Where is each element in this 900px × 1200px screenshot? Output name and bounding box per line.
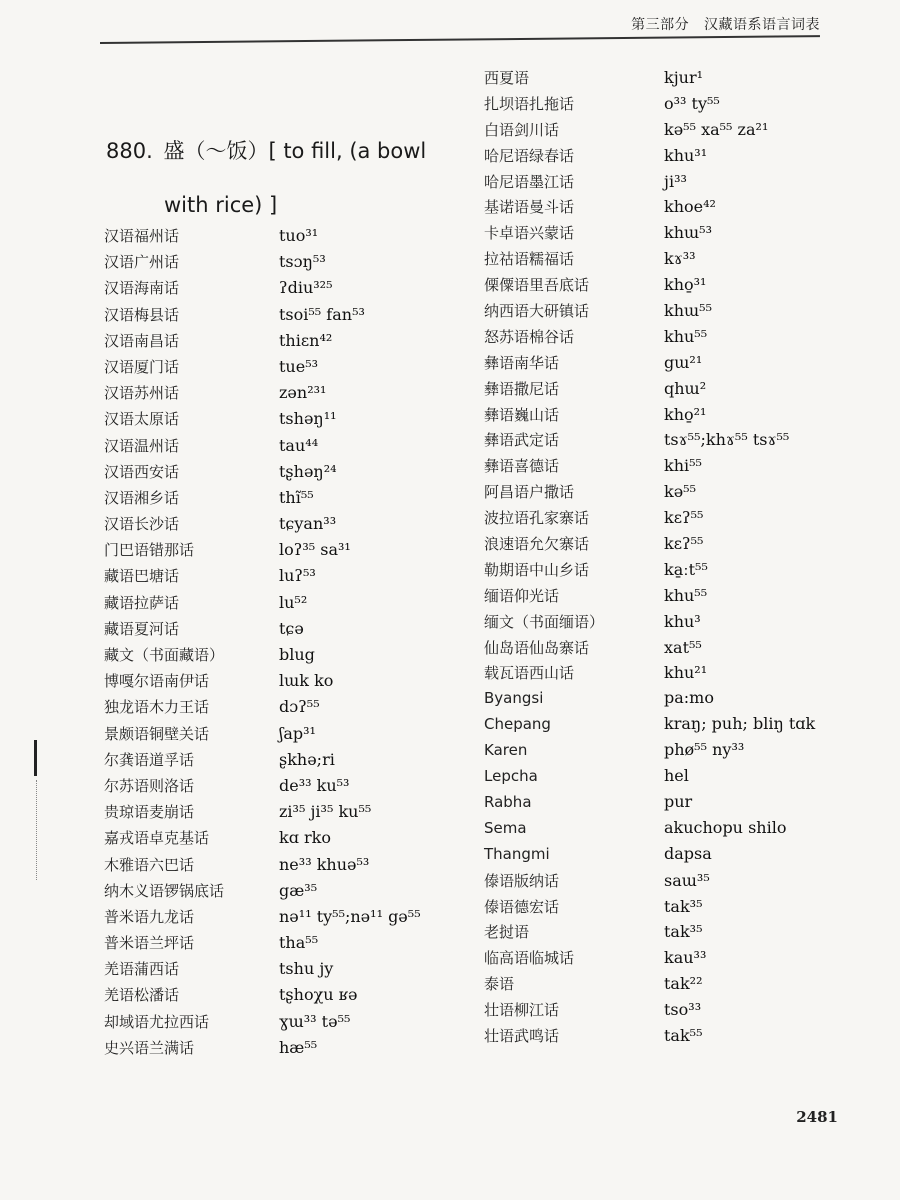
word-row xyxy=(484,973,864,999)
word-row xyxy=(484,378,864,404)
word-row xyxy=(104,408,464,434)
language-name: 汉语海南话 xyxy=(104,279,180,298)
language-name: Thangmi xyxy=(484,844,550,863)
word-row xyxy=(484,818,864,844)
language-name: 泰语 xyxy=(484,975,515,994)
word-form: lɯk ko xyxy=(279,671,334,691)
language-name: 汉语厦门话 xyxy=(104,357,180,376)
word-form: dɔʔ⁵⁵ xyxy=(279,697,320,717)
word-form: kə⁵⁵ xyxy=(664,482,696,502)
language-name: 木雅语六巴话 xyxy=(104,855,195,874)
word-form: qhɯ² xyxy=(664,378,707,398)
language-name: 汉语南昌话 xyxy=(104,331,180,350)
word-row xyxy=(104,565,464,591)
language-name: 傈僳语里吾底话 xyxy=(484,276,590,295)
word-row xyxy=(484,662,864,688)
word-row xyxy=(104,461,464,487)
word-row xyxy=(484,844,864,870)
word-row xyxy=(104,1037,464,1063)
word-row xyxy=(104,906,464,932)
word-row xyxy=(484,585,864,611)
word-row xyxy=(104,775,464,801)
word-row xyxy=(484,67,864,93)
entry-title-line1: 盛（～饭）[ to fill, (a bowl xyxy=(163,139,427,163)
margin-mark xyxy=(34,740,37,776)
word-form: gæ³⁵ xyxy=(279,880,318,900)
page-number: 2481 xyxy=(796,1108,838,1126)
word-row xyxy=(484,740,864,766)
language-name: 彝语撒尼话 xyxy=(484,379,560,398)
language-name: 扎坝语扎拖话 xyxy=(484,94,575,113)
word-form: blug xyxy=(279,645,315,664)
word-row xyxy=(104,592,464,618)
language-name: 哈尼语绿春话 xyxy=(484,146,575,165)
word-form: khu⁵⁵ xyxy=(664,585,708,605)
word-form: o³³ ty⁵⁵ xyxy=(664,93,720,113)
word-row xyxy=(484,429,864,455)
language-name: 纳木义语锣锅底话 xyxy=(104,881,225,900)
language-name: 藏文（书面藏语） xyxy=(104,646,225,664)
margin-dots xyxy=(36,780,38,880)
language-name: 壮语武鸣话 xyxy=(484,1026,560,1045)
word-form: loʔ³⁵ sa³¹ xyxy=(279,540,351,560)
word-row xyxy=(484,921,864,947)
word-form: khu³¹ xyxy=(664,145,708,165)
word-form: ʔdiu³²⁵ xyxy=(279,278,333,298)
language-name: 汉语福州话 xyxy=(104,227,180,245)
word-form: gɯ²¹ xyxy=(664,352,703,372)
word-row xyxy=(104,932,464,958)
language-name: 缅语仰光话 xyxy=(484,586,560,605)
language-name: 临高语临城话 xyxy=(484,949,575,968)
word-form: kə⁵⁵ xa⁵⁵ za²¹ xyxy=(664,119,769,139)
word-form: khu³ xyxy=(664,611,701,631)
language-name: 普米语兰坪话 xyxy=(104,934,195,953)
language-name: 羌语蒲西话 xyxy=(104,960,180,979)
word-form: tau⁴⁴ xyxy=(279,435,319,455)
word-row xyxy=(104,539,464,565)
word-form: nə¹¹ ty⁵⁵;nə¹¹ gə⁵⁵ xyxy=(279,906,421,926)
word-row xyxy=(104,958,464,984)
word-form: ka̱ːt⁵⁵ xyxy=(664,559,708,579)
word-form: akuchopu shilo xyxy=(664,817,787,837)
word-form: kjur¹ xyxy=(664,68,704,87)
word-row xyxy=(484,507,864,533)
word-form: phø⁵⁵ ny³³ xyxy=(664,740,745,760)
language-name: 汉语广州话 xyxy=(104,253,180,272)
word-row xyxy=(484,145,864,171)
language-name: Byangsi xyxy=(484,689,544,708)
language-name: 基诺语曼斗话 xyxy=(484,198,575,217)
language-name: 博嘎尔语南伊话 xyxy=(104,672,210,691)
language-name: 尔龚语道孚话 xyxy=(104,750,195,769)
language-name: 门巴语错那话 xyxy=(104,541,195,560)
word-row xyxy=(484,196,864,222)
word-form: kho̱³¹ xyxy=(664,275,707,295)
word-form: khu²¹ xyxy=(664,663,708,683)
word-row xyxy=(484,870,864,896)
word-row xyxy=(484,274,864,300)
word-row xyxy=(484,611,864,637)
right-column xyxy=(484,67,864,1051)
word-form: khɯ⁵⁵ xyxy=(664,301,712,321)
entry-number: 880. xyxy=(106,139,153,163)
language-name: Sema xyxy=(484,818,527,837)
language-name: 汉语太原话 xyxy=(104,410,180,429)
word-form: tɕə xyxy=(279,618,304,638)
word-row xyxy=(104,304,464,330)
header-section: 第三部分 xyxy=(631,17,690,33)
language-name: 史兴语兰满话 xyxy=(104,1038,195,1057)
word-form: zən²³¹ xyxy=(279,383,327,403)
word-form: tsɤ⁵⁵;khɤ⁵⁵ tsɤ⁵⁵ xyxy=(664,430,790,450)
language-name: 壮语柳江话 xyxy=(484,1001,560,1020)
word-row xyxy=(484,222,864,248)
language-name: 彝语南华话 xyxy=(484,353,560,372)
word-form: kho̱²¹ xyxy=(664,404,707,424)
word-form: tsoi⁵⁵ fan⁵³ xyxy=(279,304,365,324)
word-row xyxy=(104,251,464,277)
language-name: 阿昌语户撒话 xyxy=(484,483,575,502)
word-row xyxy=(104,277,464,303)
word-row xyxy=(484,171,864,197)
word-row xyxy=(104,827,464,853)
word-form: saɯ³⁵ xyxy=(664,870,710,890)
word-form: tue⁵³ xyxy=(279,356,319,376)
word-row xyxy=(104,487,464,513)
word-row xyxy=(484,792,864,818)
word-form: khu⁵⁵ xyxy=(664,326,708,346)
word-form: luʔ⁵³ xyxy=(279,566,316,586)
word-form: tuo³¹ xyxy=(279,226,319,245)
language-name: 傣语版纳话 xyxy=(484,871,560,890)
word-form: khi⁵⁵ xyxy=(664,456,702,476)
word-row xyxy=(104,880,464,906)
word-form: ʃap³¹ xyxy=(279,723,316,743)
language-name: 景颇语铜壁关话 xyxy=(104,724,210,743)
language-name: Karen xyxy=(484,741,528,760)
word-form: tso³³ xyxy=(664,1000,702,1020)
word-row xyxy=(484,559,864,585)
word-form: ne³³ khuə⁵³ xyxy=(279,854,370,874)
word-form: tʂhəŋ²⁴ xyxy=(279,461,337,481)
word-row xyxy=(484,533,864,559)
language-name: 汉语湘乡话 xyxy=(104,488,180,507)
language-name: 纳西语大研镇话 xyxy=(484,302,590,321)
word-form: tak³⁵ xyxy=(664,922,703,942)
language-name: 普米语九龙话 xyxy=(104,907,195,926)
word-form: dapsa xyxy=(664,843,712,863)
word-row xyxy=(104,670,464,696)
word-row xyxy=(104,696,464,722)
language-name: 却域语尤拉西话 xyxy=(104,1012,210,1031)
language-name: 藏语夏河话 xyxy=(104,619,180,638)
entry-heading xyxy=(106,124,451,232)
word-form: tɕyan³³ xyxy=(279,514,337,534)
word-row xyxy=(484,119,864,145)
language-name: 浪速语允欠寨话 xyxy=(484,535,590,554)
word-row xyxy=(484,352,864,378)
language-name: 尔苏语则洛话 xyxy=(104,776,195,795)
word-row xyxy=(484,999,864,1025)
word-row xyxy=(484,248,864,274)
language-name: Chepang xyxy=(484,715,551,734)
word-row xyxy=(104,644,464,670)
word-row xyxy=(484,1025,864,1051)
word-form: tak²² xyxy=(664,974,703,994)
word-row xyxy=(104,618,464,644)
word-row xyxy=(484,93,864,119)
language-name: 老挝语 xyxy=(484,923,530,942)
word-form: khɯ⁵³ xyxy=(664,223,712,243)
word-form: kɛʔ⁵⁵ xyxy=(664,508,704,528)
language-name: 缅文（书面缅语） xyxy=(484,612,605,631)
word-form: tak⁵⁵ xyxy=(664,1025,703,1045)
language-name: 汉语梅县话 xyxy=(104,305,180,324)
language-name: 卡卓语兴蒙话 xyxy=(484,224,575,243)
word-form: lu⁵² xyxy=(279,592,308,612)
word-form: tshu jy xyxy=(279,959,334,979)
language-name: 藏语拉萨话 xyxy=(104,593,180,612)
language-name: 贵琼语麦崩话 xyxy=(104,803,195,822)
language-name: 拉祜语糯福话 xyxy=(484,250,575,269)
header-rule xyxy=(100,35,820,44)
word-row xyxy=(104,513,464,539)
word-form: ji³³ xyxy=(664,171,687,191)
language-name: 波拉语孔家寨话 xyxy=(484,509,590,528)
language-name: 独龙语木力王话 xyxy=(104,698,210,717)
word-form: kau³³ xyxy=(664,948,707,968)
language-name: 羌语松潘话 xyxy=(104,986,180,1005)
word-form: kɤ³³ xyxy=(664,249,696,269)
word-form: tʂhoχu ʁə xyxy=(279,985,358,1005)
language-name: 勒期语中山乡话 xyxy=(484,560,590,579)
word-row xyxy=(104,330,464,356)
word-form: hæ⁵⁵ xyxy=(279,1037,318,1057)
word-form: kraŋ; puh; bliŋ tɑk xyxy=(664,714,816,734)
header-title: 汉藏语系语言词表 xyxy=(704,17,820,33)
word-row xyxy=(484,455,864,481)
word-row xyxy=(484,404,864,430)
language-name: Rabha xyxy=(484,792,532,811)
word-form: zi³⁵ ji³⁵ ku⁵⁵ xyxy=(279,802,372,822)
word-form: ʂkhə;ri xyxy=(279,749,335,769)
language-name: 载瓦语西山话 xyxy=(484,664,575,683)
language-name: 汉语西安话 xyxy=(104,462,180,481)
word-form: tshəŋ¹¹ xyxy=(279,409,337,429)
word-row xyxy=(104,984,464,1010)
word-form: de³³ ku⁵³ xyxy=(279,775,350,795)
running-header xyxy=(631,14,820,34)
language-name: 嘉戎语卓克基话 xyxy=(104,829,210,848)
left-column xyxy=(104,225,464,1063)
word-form: thĩ⁵⁵ xyxy=(279,487,314,507)
language-name: 怒苏语棉谷话 xyxy=(484,327,575,346)
word-form: tha⁵⁵ xyxy=(279,933,319,953)
word-row xyxy=(104,382,464,408)
entry-title-line2: with rice) ] xyxy=(164,193,278,217)
word-row xyxy=(104,356,464,382)
language-name: 汉语长沙话 xyxy=(104,515,180,534)
word-row xyxy=(104,225,464,251)
word-row xyxy=(484,766,864,792)
word-row xyxy=(104,435,464,461)
word-row xyxy=(484,947,864,973)
language-name: 彝语喜德话 xyxy=(484,457,560,476)
word-row xyxy=(104,723,464,749)
word-form: xat⁵⁵ xyxy=(664,637,702,657)
language-name: 汉语苏州话 xyxy=(104,384,180,403)
word-row xyxy=(484,688,864,714)
word-form: tsɔŋ⁵³ xyxy=(279,252,326,272)
word-form: kɛʔ⁵⁵ xyxy=(664,534,704,554)
word-form: hel xyxy=(664,766,689,786)
word-row xyxy=(484,481,864,507)
word-row xyxy=(104,854,464,880)
language-name: Lepcha xyxy=(484,767,538,786)
language-name: 藏语巴塘话 xyxy=(104,567,180,586)
word-row xyxy=(104,801,464,827)
word-form: tak³⁵ xyxy=(664,896,703,916)
word-row xyxy=(484,896,864,922)
word-form: khoe⁴² xyxy=(664,197,716,217)
word-row xyxy=(484,637,864,663)
language-name: 彝语巍山话 xyxy=(484,405,560,424)
language-name: 哈尼语墨江话 xyxy=(484,172,575,191)
word-row xyxy=(484,326,864,352)
word-row xyxy=(484,300,864,326)
language-name: 彝语武定话 xyxy=(484,431,560,450)
word-form: pur xyxy=(664,791,693,811)
word-form: thiɛn⁴² xyxy=(279,330,333,350)
language-name: 白语剑川话 xyxy=(484,120,560,139)
language-name: 汉语温州话 xyxy=(104,436,180,455)
language-name: 西夏语 xyxy=(484,69,530,87)
word-row xyxy=(484,714,864,740)
word-form: pa:mo xyxy=(664,688,714,708)
word-form: kɑ rko xyxy=(279,828,331,848)
language-name: 傣语德宏话 xyxy=(484,897,560,916)
language-name: 仙岛语仙岛寨话 xyxy=(484,638,590,657)
word-row xyxy=(104,1011,464,1037)
word-form: ɣɯ³³ tə⁵⁵ xyxy=(279,1011,351,1031)
word-row xyxy=(104,749,464,775)
